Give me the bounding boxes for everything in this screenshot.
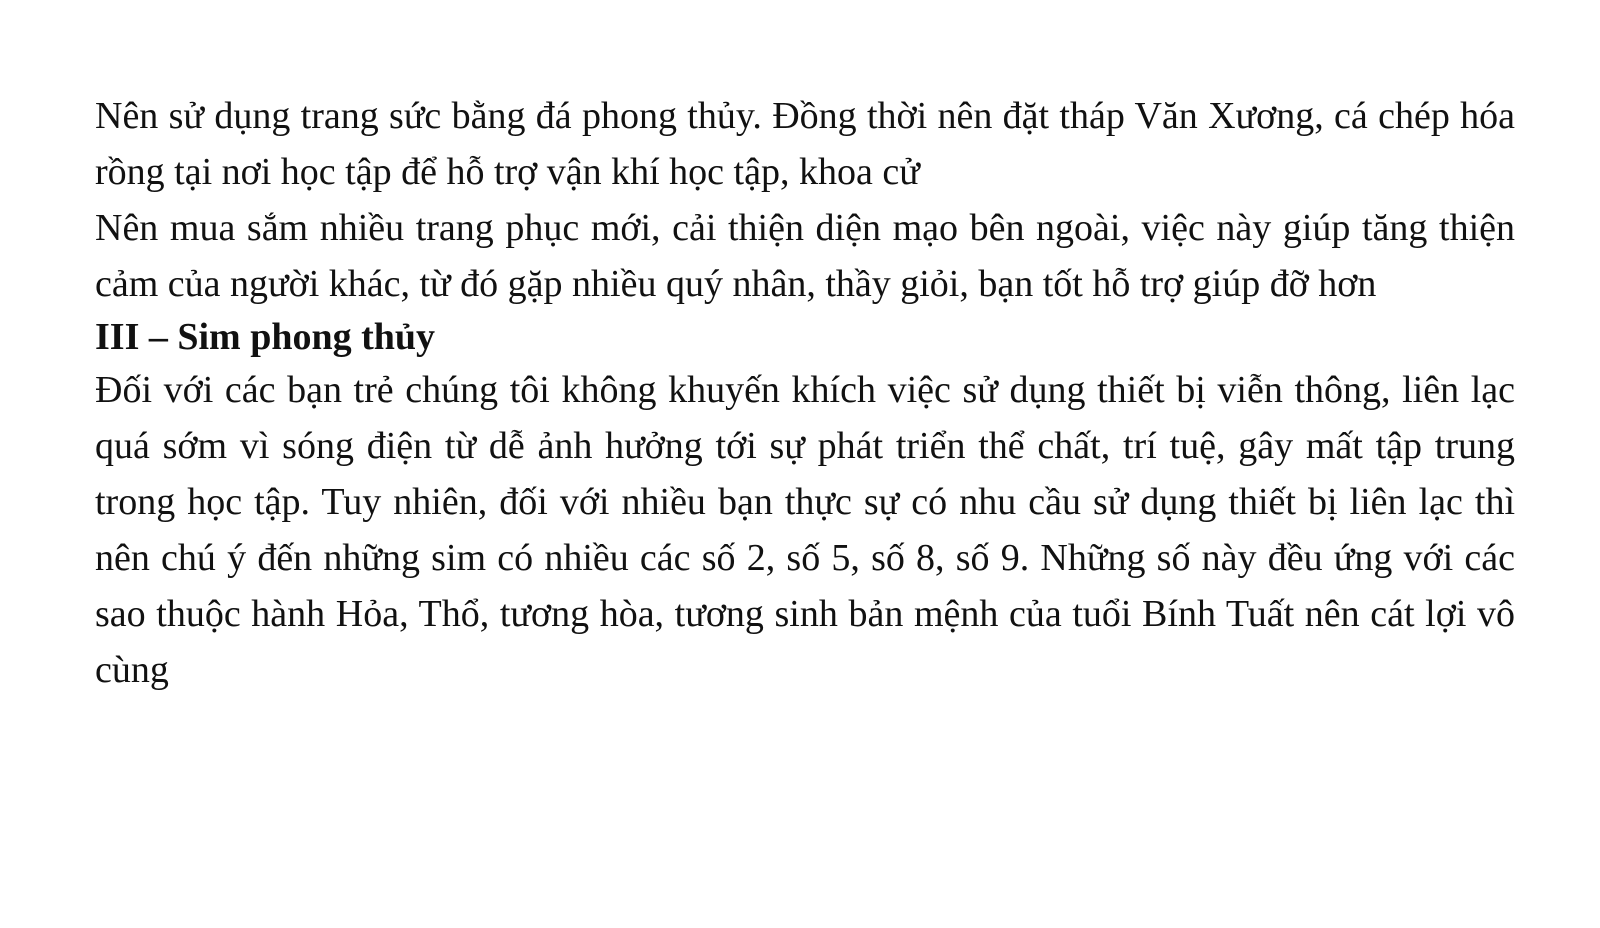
paragraph-sim-advice: Đối với các bạn trẻ chúng tôi không khuyến khích việc sử dụng thiết bị viễn thông, liên lạc quá sớm vì sóng điện từ dễ ảnh hưởng tới sự phát triển thể chất, trí tuệ, gây mất tập trung trong học tập. Tuy nhiên, đối với nhiều bạn thực sự có nhu cầu sử dụng thiết bị liên lạc thì nên chú ý đến những sim có nhiều các số 2, số 5, số 8, số 9. Những số này đều ứng với các sao thuộc hành Hỏa, Thổ, tương hòa, tương sinh bản mệnh của tuổi Bính Tuất nên cát lợi vô cùng — [95, 369, 1515, 691]
document-body — [95, 88, 1515, 698]
section-heading: III – Sim phong thủy — [95, 316, 436, 358]
paragraph-feng-shui-jewelry: Nên sử dụng trang sức bằng đá phong thủy. Đồng thời nên đặt tháp Văn Xương, cá chép hóa rồng tại nơi học tập để hỗ trợ vận khí học tập, khoa cử — [95, 95, 1515, 193]
paragraph-new-clothes: Nên mua sắm nhiều trang phục mới, cải thiện diện mạo bên ngoài, việc này giúp tăng thiện cảm của người khác, từ đó gặp nhiều quý nhân, thầy giỏi, bạn tốt hỗ trợ giúp đỡ hơn — [95, 207, 1515, 305]
